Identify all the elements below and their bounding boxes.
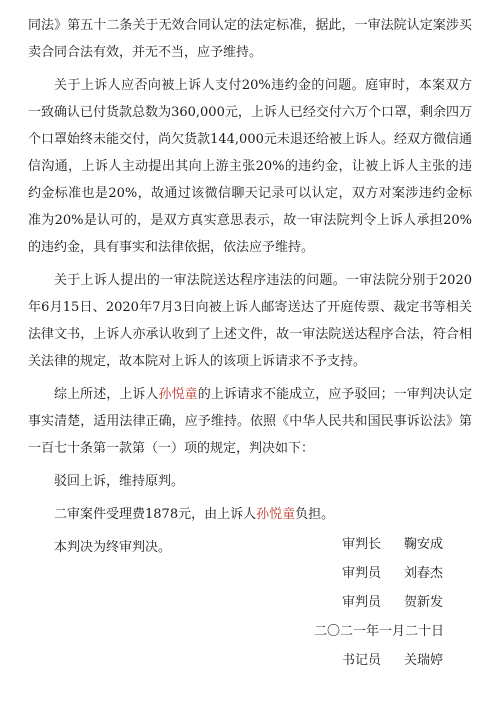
paragraph-verdict: 驳回上诉，维持原判。 xyxy=(54,474,185,489)
signature-clerk xyxy=(342,647,443,674)
signature-presiding-judge xyxy=(342,531,443,558)
fee-text-b: 负担。 xyxy=(295,507,335,522)
paragraph-conclusion xyxy=(28,381,472,462)
paragraph-fee xyxy=(28,501,472,528)
fee-text-a: 二审案件受理费1878元，由上诉人 xyxy=(54,507,257,522)
role-label: 审判员 xyxy=(342,595,382,610)
person-name: 鞠安成 xyxy=(404,537,444,552)
person-name: 刘春杰 xyxy=(404,566,444,581)
paragraph-final: 本判决为终审判决。 xyxy=(54,540,172,555)
paragraph-contract-validity: 同法》第五十二条关于无效合同认定的法定标准，据此，一审法院认定案涉买卖合同合法有效，并无不当，应予维持。 xyxy=(28,18,472,60)
conclusion-text-b: 的上诉请求不能成立，应予驳回；一审判决认定事实清楚，适用法律正确，应予维持。依照《中华人民共和国民事诉讼法》第一百七十条第一款第（一）项的规定，判决如下： xyxy=(28,387,472,456)
person-name: 贺新发 xyxy=(404,595,444,610)
person-name: 关瑞婷 xyxy=(404,653,444,668)
conclusion-text-a: 综上所述，上诉人 xyxy=(54,387,159,402)
appellant-name: 孙悦童 xyxy=(256,507,296,522)
role-label: 审判长 xyxy=(342,537,382,552)
role-label: 书记员 xyxy=(342,653,382,668)
signature-judge-1 xyxy=(342,560,443,587)
judgment-page xyxy=(28,12,472,561)
signature-judge-2 xyxy=(342,589,443,616)
judgment-date: 二〇二一年一月二十日 xyxy=(314,624,445,639)
paragraph-service-procedure: 关于上诉人提出的一审法院送达程序违法的问题。一审法院分别于2020年6月15日、2020年7月3日向被上诉人邮寄送达了开庭传票、裁定书等相关法律文书，上诉人亦承认收到了上述文件，故一审法院送达程序合法，符合相关法律的规定，故本院对上诉人的该项上诉请求不予支持。 xyxy=(28,273,472,369)
appellant-name: 孙悦童 xyxy=(158,387,198,402)
role-label: 审判员 xyxy=(342,566,382,581)
paragraph-penalty-issue: 关于上诉人应否向被上诉人支付20%违约金的问题。庭审时，本案双方一致确认已付货款总数为360,000元，上诉人已经交付六万个口罩，剩余四万个口罩始终未能交付，尚欠货款144,000元未退还给被上诉人。经双方微信通信沟通，上诉人主动提出其向上游主张20%的违约金，让被上诉人主张的违约金标准也是20%，故通过该微信聊天记录可以认定，双方对案涉违约金标准为20%是认可的，是双方真实意思表示，故一审法院判令上诉人承担20%的违约金，具有事实和法律依据，依法应予维持。 xyxy=(28,78,472,255)
